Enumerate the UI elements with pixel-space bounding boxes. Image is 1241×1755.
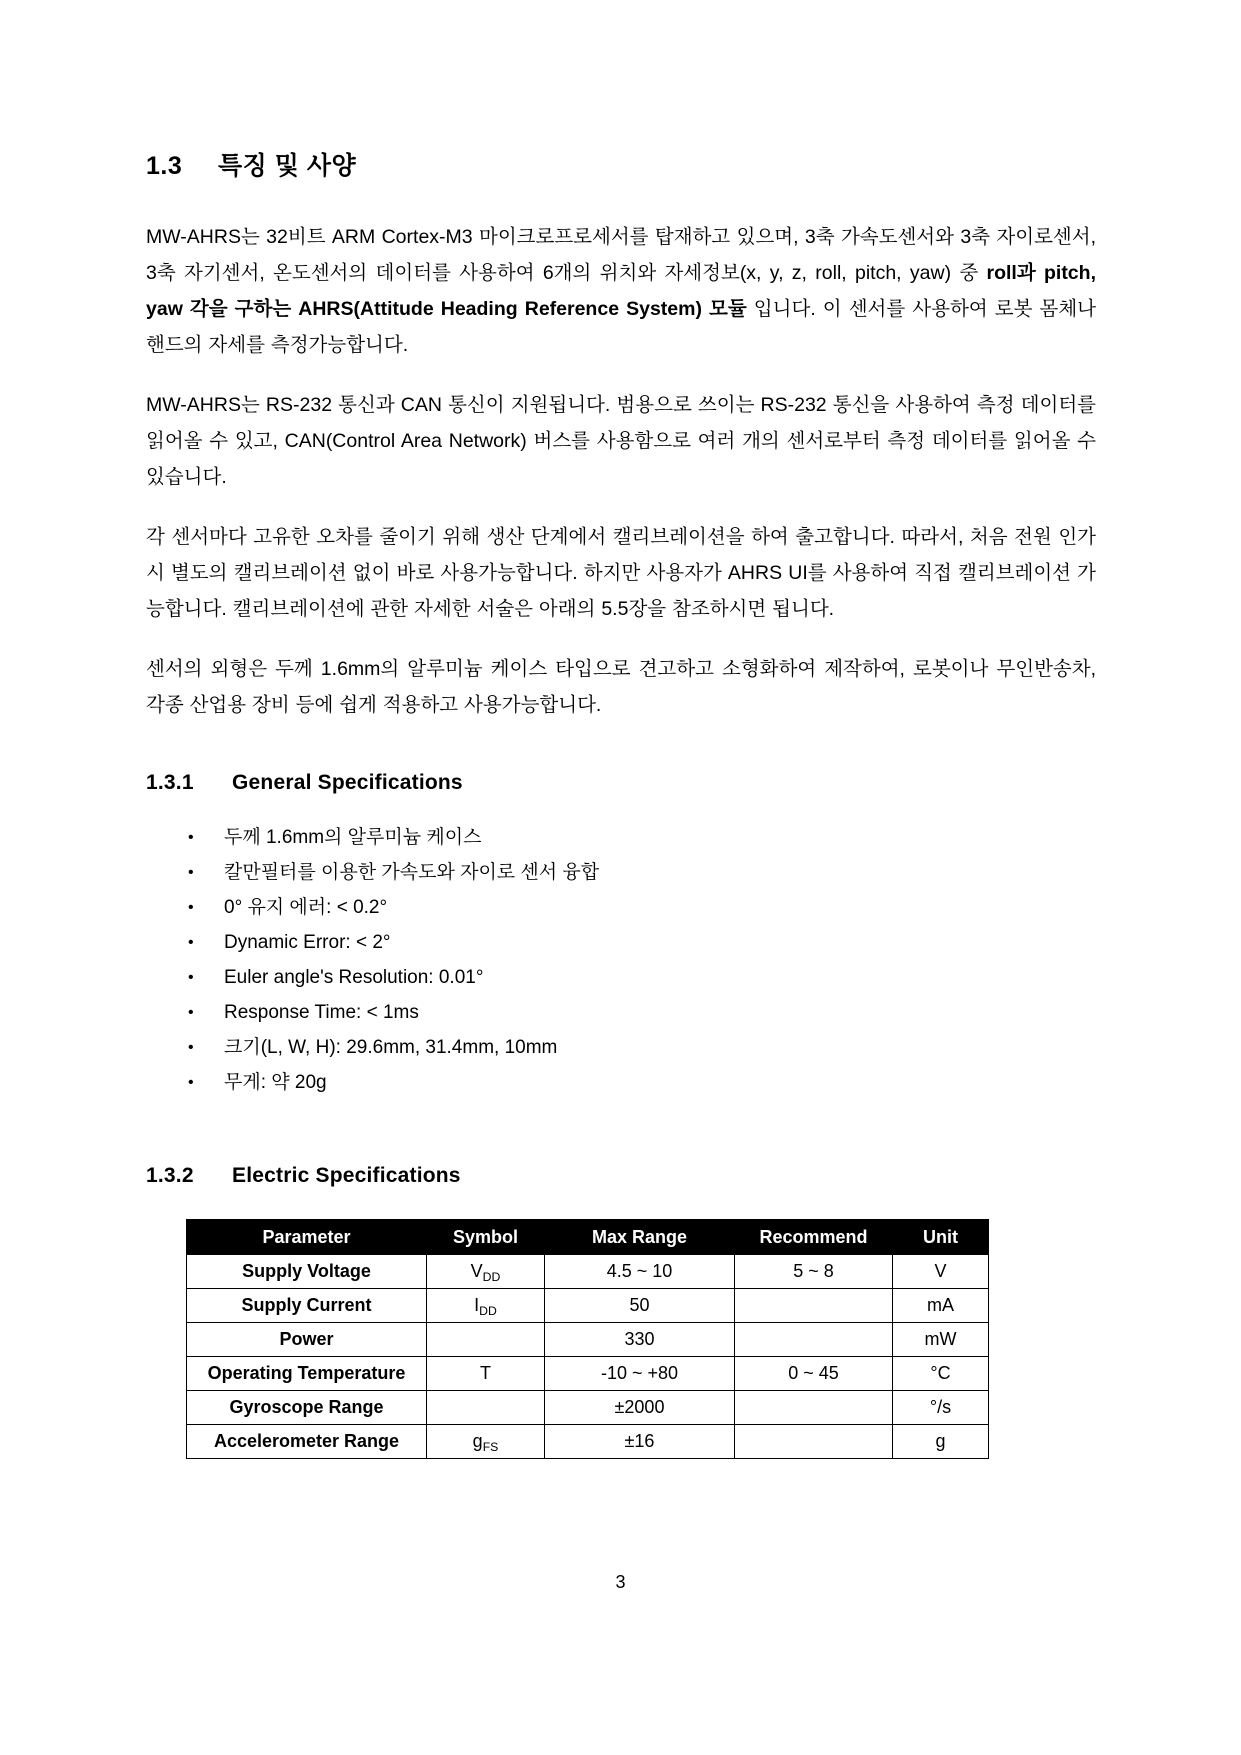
cell-symbol	[427, 1391, 545, 1425]
list-item-label: 칼만필터를 이용한 가속도와 자이로 센서 융합	[224, 861, 600, 883]
list-item-label: 두께 1.6mm의 알루미늄 케이스	[224, 826, 482, 848]
list-item-label: 크기(L, W, H): 29.6mm, 31.4mm, 10mm	[224, 1036, 558, 1058]
cell-unit: °C	[893, 1357, 989, 1391]
list-item	[146, 1067, 1096, 1099]
cell-symbol	[427, 1323, 545, 1357]
list-item	[146, 927, 1096, 959]
table-column-header: Unit	[893, 1220, 989, 1255]
table-row	[187, 1391, 989, 1425]
list-item	[146, 892, 1096, 924]
table-body	[187, 1255, 989, 1459]
symbol-subscript: DD	[479, 1303, 497, 1318]
table-column-header: Recommend	[735, 1220, 893, 1255]
table-column-header: Parameter	[187, 1220, 427, 1255]
cell-parameter: Gyroscope Range	[187, 1391, 427, 1425]
intro-paragraphs	[146, 219, 1096, 723]
section-title: 특징 및 사양	[218, 152, 357, 180]
electric-specifications-number: 1.3.2	[146, 1163, 194, 1187]
list-item	[146, 1032, 1096, 1064]
table-row	[187, 1425, 989, 1459]
cell-max-range: ±16	[545, 1425, 735, 1459]
table-header	[187, 1220, 989, 1255]
section-heading	[146, 150, 1096, 183]
body-paragraph	[146, 519, 1096, 627]
cell-recommend	[735, 1289, 893, 1323]
table-row	[187, 1289, 989, 1323]
symbol-base: g	[472, 1431, 483, 1452]
cell-recommend	[735, 1323, 893, 1357]
cell-recommend	[735, 1425, 893, 1459]
cell-symbol	[427, 1357, 545, 1391]
general-specifications-title: General Specifications	[232, 770, 463, 794]
emphasis-text: roll과 pitch, yaw 각을 구하는 AHRS(Attitude Heading Reference System) 모듈	[146, 261, 1096, 320]
cell-max-range: -10 ~ +80	[545, 1357, 735, 1391]
list-item-label: Response Time: < 1ms	[224, 1001, 419, 1023]
cell-max-range: ±2000	[545, 1391, 735, 1425]
general-specifications-heading	[146, 769, 1096, 796]
body-paragraph	[146, 651, 1096, 723]
list-item	[146, 962, 1096, 994]
table-row	[187, 1323, 989, 1357]
symbol-subscript: DD	[482, 1269, 501, 1284]
list-item	[146, 857, 1096, 889]
general-specifications-list	[146, 822, 1096, 1099]
symbol-base: V	[470, 1261, 483, 1282]
cell-max-range: 330	[545, 1323, 735, 1357]
table-column-header: Symbol	[427, 1220, 545, 1255]
list-item-label: Euler angle's Resolution: 0.01°	[224, 966, 484, 988]
cell-parameter: Supply Voltage	[187, 1255, 427, 1289]
cell-parameter: Accelerometer Range	[187, 1425, 427, 1459]
symbol-subscript: FS	[482, 1439, 499, 1454]
paragraph-text: 각 센서마다 고유한 오차를 줄이기 위해 생산 단계에서 캘리브레이션을 하여 출고합니다. 따라서, 처음 전원 인가 시 별도의 캘리브레이션 없이 바로 사용가능합니다. 하지만 사용자가 AHRS UI를 사용하여 직접 캘리브레이션 가능합니다. 캘리브레이션에 관한 자세한 서술은 아래의 5.5장을 참조하시면 됩니다.	[146, 525, 1096, 620]
cell-parameter: Power	[187, 1323, 427, 1357]
page-number: 3	[615, 1572, 626, 1592]
electric-specifications-title: Electric Specifications	[232, 1163, 461, 1187]
table-row	[187, 1255, 989, 1289]
list-item-label: Dynamic Error: < 2°	[224, 931, 391, 953]
symbol-base: T	[480, 1363, 491, 1384]
cell-symbol	[427, 1255, 545, 1289]
list-item-label: 무게: 약 20g	[224, 1071, 327, 1093]
cell-recommend: 0 ~ 45	[735, 1357, 893, 1391]
body-paragraph	[146, 219, 1096, 363]
paragraph-text: 입니다. 이 센서를 사용하여 로봇 몸체나 핸드의 자세를 측정가능합니다.	[146, 297, 1096, 356]
cell-unit: mA	[893, 1289, 989, 1323]
paragraph-text: 센서의 외형은 두께 1.6mm의 알루미늄 케이스 타입으로 견고하고 소형화하여 제작하여, 로봇이나 무인반송차, 각종 산업용 장비 등에 쉽게 적용하고 사용가능합니다.	[146, 657, 1096, 716]
list-item-label: 0° 유지 에러: < 0.2°	[224, 896, 388, 918]
electric-specifications-table	[186, 1219, 989, 1459]
paragraph-text: MW-AHRS는 RS-232 통신과 CAN 통신이 지원됩니다. 범용으로 쓰이는 RS-232 통신을 사용하여 측정 데이터를 읽어올 수 있고, CAN(Control Area Network) 버스를 사용함으로 여러 개의 센서로부터 측정 데이터를 읽어올 수 있습니다.	[146, 393, 1096, 488]
cell-symbol	[427, 1289, 545, 1323]
cell-symbol	[427, 1425, 545, 1459]
electric-specifications-heading	[146, 1162, 1096, 1189]
cell-max-range: 50	[545, 1289, 735, 1323]
section-number: 1.3	[146, 152, 183, 180]
list-item	[146, 997, 1096, 1029]
cell-parameter: Supply Current	[187, 1289, 427, 1323]
symbol-base: I	[474, 1295, 480, 1316]
electric-specifications-table-wrapper	[146, 1219, 1096, 1459]
cell-parameter: Operating Temperature	[187, 1357, 427, 1391]
table-column-header: Max Range	[545, 1220, 735, 1255]
table-row	[187, 1357, 989, 1391]
general-specifications-number: 1.3.1	[146, 770, 194, 794]
cell-unit: V	[893, 1255, 989, 1289]
cell-recommend	[735, 1391, 893, 1425]
body-paragraph	[146, 387, 1096, 495]
cell-unit: °/s	[893, 1391, 989, 1425]
cell-recommend: 5 ~ 8	[735, 1255, 893, 1289]
cell-unit: mW	[893, 1323, 989, 1357]
cell-unit: g	[893, 1425, 989, 1459]
list-item	[146, 822, 1096, 854]
paragraph-text: MW-AHRS는 32비트 ARM Cortex-M3 마이크로프로세서를 탑재하고 있으며, 3축 가속도센서와 3축 자이로센서, 3축 자기센서, 온도센서의 데이터를 사용하여 6개의 위치와 자세정보(x, y, z, roll, pitch, yaw) 중	[146, 225, 1096, 284]
cell-max-range: 4.5 ~ 10	[545, 1255, 735, 1289]
table-header-row	[187, 1220, 989, 1255]
page-content	[146, 150, 1096, 1459]
